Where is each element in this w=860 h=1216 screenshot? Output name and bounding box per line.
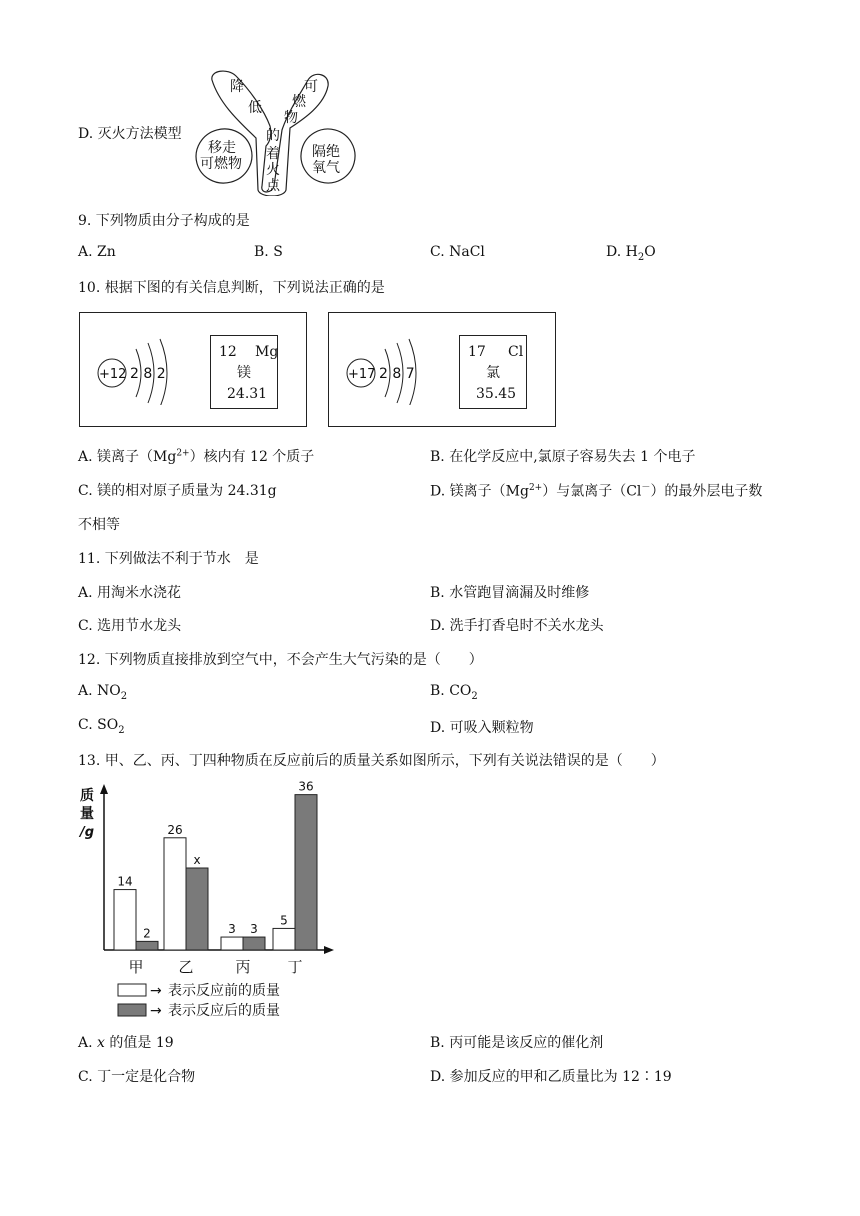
mg-element-card xyxy=(210,335,278,409)
diagram-lobe-tl-1: 低 xyxy=(248,100,262,116)
diagram-right-0: 隔绝 xyxy=(312,144,340,160)
q11-option-c[interactable]: C. 选用节水龙头 xyxy=(78,618,182,634)
diagram-lobe-tr-0: 可 xyxy=(304,79,318,95)
q11-stem: 11. 下列做法不利于节水 是 xyxy=(78,551,259,567)
q12-option-a[interactable]: A. $NO_2$ xyxy=(78,683,128,702)
q13-option-b[interactable]: B. 丙可能是该反应的催化剂 xyxy=(430,1035,604,1051)
mg-info-panel xyxy=(79,312,307,427)
bar-before-3 xyxy=(273,928,295,950)
cl-element-card xyxy=(459,335,527,409)
x-tick-label: 丙 xyxy=(235,958,251,976)
bar-value-label: 3 xyxy=(250,922,258,937)
fire-extinguishing-diagram xyxy=(190,66,360,196)
q9-option-a[interactable]: A. Zn xyxy=(78,244,116,260)
bar-before-2 xyxy=(221,937,243,950)
bar-after-1 xyxy=(186,868,208,950)
cl-name: 氯 xyxy=(486,365,500,381)
bar-after-0 xyxy=(136,941,158,950)
q10-option-c[interactable]: C. 镁的相对原子质量为 24.31g xyxy=(78,483,277,499)
y-axis-label-1: 量 xyxy=(80,806,94,822)
cl-mass: 35.45 xyxy=(476,386,517,402)
y-axis-label-0: 质 xyxy=(80,788,94,804)
cl-atomic-number: 17 xyxy=(468,344,486,360)
diagram-stem-3: 点 xyxy=(266,178,280,194)
x-axis-arrow-icon xyxy=(324,946,334,954)
bar-value-label: 14 xyxy=(117,874,133,889)
legend-arrow-icon: → xyxy=(150,1003,162,1019)
legend-swatch xyxy=(118,984,146,996)
x-tick-label: 乙 xyxy=(178,958,194,976)
bar-value-label: 36 xyxy=(298,779,314,794)
bar-after-3 xyxy=(295,795,317,950)
bar-value-label: x xyxy=(193,853,201,867)
mg-atom-structure xyxy=(94,335,194,405)
q11-option-d[interactable]: D. 洗手打香皂时不关水龙头 xyxy=(430,618,604,634)
bar-before-1 xyxy=(164,838,186,950)
diagram-stem-1: 着 xyxy=(266,146,280,162)
q13-option-d[interactable]: D. 参加反应的甲和乙质量比为 12∶19 xyxy=(430,1069,672,1085)
q11-option-a[interactable]: A. 用淘米水浇花 xyxy=(78,585,182,601)
q10-stem: 10. 根据下图的有关信息判断，下列说法正确的是 xyxy=(78,280,385,296)
mg-shells: 2 8 2 xyxy=(130,366,166,382)
q13-option-a[interactable]: A. x 的值是 19 xyxy=(78,1035,174,1051)
diagram-lobe-tr-1: 燃 xyxy=(292,94,306,110)
mg-nucleus: +12 xyxy=(99,367,127,382)
bar-before-0 xyxy=(114,890,136,950)
mass-bar-chart xyxy=(76,776,346,1026)
q13-stem: 13. 甲、乙、丙、丁四种物质在反应前后的质量关系如图所示，下列有关说法错误的是（ ） xyxy=(78,753,665,769)
diagram-left-1: 可燃物 xyxy=(200,156,242,172)
x-tick-label: 丁 xyxy=(287,958,303,976)
q9-option-c[interactable]: C. NaCl xyxy=(430,244,485,260)
q12-option-c[interactable]: C. $SO_2$ xyxy=(78,717,125,736)
legend-label: 表示反应前的质量 xyxy=(168,983,280,999)
q10-option-d[interactable]: D. 镁离子$(Mg^{2+})$与氯离子（Cl－）的最外层电子数 xyxy=(430,483,763,500)
mg-atomic-number: 12 xyxy=(219,344,237,360)
q12-option-d[interactable]: D. 可吸入颗粒物 xyxy=(430,720,534,736)
q8-option-d[interactable]: D. 灭火方法模型 xyxy=(78,126,182,142)
diagram-stem-0: 的 xyxy=(266,128,280,144)
diagram-lobe-tr-2: 物 xyxy=(284,110,298,126)
q12-stem: 12. 下列物质直接排放到空气中，不会产生大气污染的是（ ） xyxy=(78,652,483,668)
diagram-left-0: 移走 xyxy=(208,140,236,156)
bar-value-label: 2 xyxy=(143,926,151,941)
q10-option-d-wrap: 不相等 xyxy=(78,517,120,533)
diagram-lobe-tl-0: 降 xyxy=(230,79,244,95)
bar-value-label: 5 xyxy=(280,913,288,928)
q10-option-b[interactable]: B. 在化学反应中,氯原子容易失去 1 个电子 xyxy=(430,449,696,465)
bar-value-label: 3 xyxy=(228,922,236,937)
cl-atom-structure xyxy=(343,335,443,405)
q9-option-b[interactable]: B. S xyxy=(254,244,283,260)
q9-stem: 9. 下列物质由分子构成的是 xyxy=(78,213,250,229)
x-tick-label: 甲 xyxy=(128,958,144,976)
cl-symbol: Cl xyxy=(508,344,524,360)
legend-arrow-icon: → xyxy=(150,983,162,999)
diagram-right-1: 氧气 xyxy=(312,160,340,176)
bar-value-label: 26 xyxy=(167,822,183,837)
y-axis-label-2: /g xyxy=(80,825,95,840)
cl-nucleus: +17 xyxy=(348,367,376,382)
cl-shells: 2 8 7 xyxy=(379,366,415,382)
q13-option-c[interactable]: C. 丁一定是化合物 xyxy=(78,1069,196,1085)
cl-info-panel xyxy=(328,312,556,427)
diagram-stem-2: 火 xyxy=(266,162,280,178)
mg-name: 镁 xyxy=(237,365,251,381)
legend-swatch xyxy=(118,1004,146,1016)
y-axis-arrow-icon xyxy=(100,784,108,794)
mg-symbol: Mg xyxy=(255,344,279,360)
q9-option-d[interactable]: D. $H_2O$ xyxy=(606,244,656,263)
q10-option-a[interactable]: A. 镁离子$(Mg^{2+})$核内有 12 个质子 xyxy=(78,448,315,465)
bar-after-2 xyxy=(243,937,265,950)
q12-option-b[interactable]: B. $CO_2$ xyxy=(430,683,478,702)
mg-mass: 24.31 xyxy=(227,386,268,402)
q11-option-b[interactable]: B. 水管跑冒滴漏及时维修 xyxy=(430,585,590,601)
legend-label: 表示反应后的质量 xyxy=(168,1003,280,1019)
